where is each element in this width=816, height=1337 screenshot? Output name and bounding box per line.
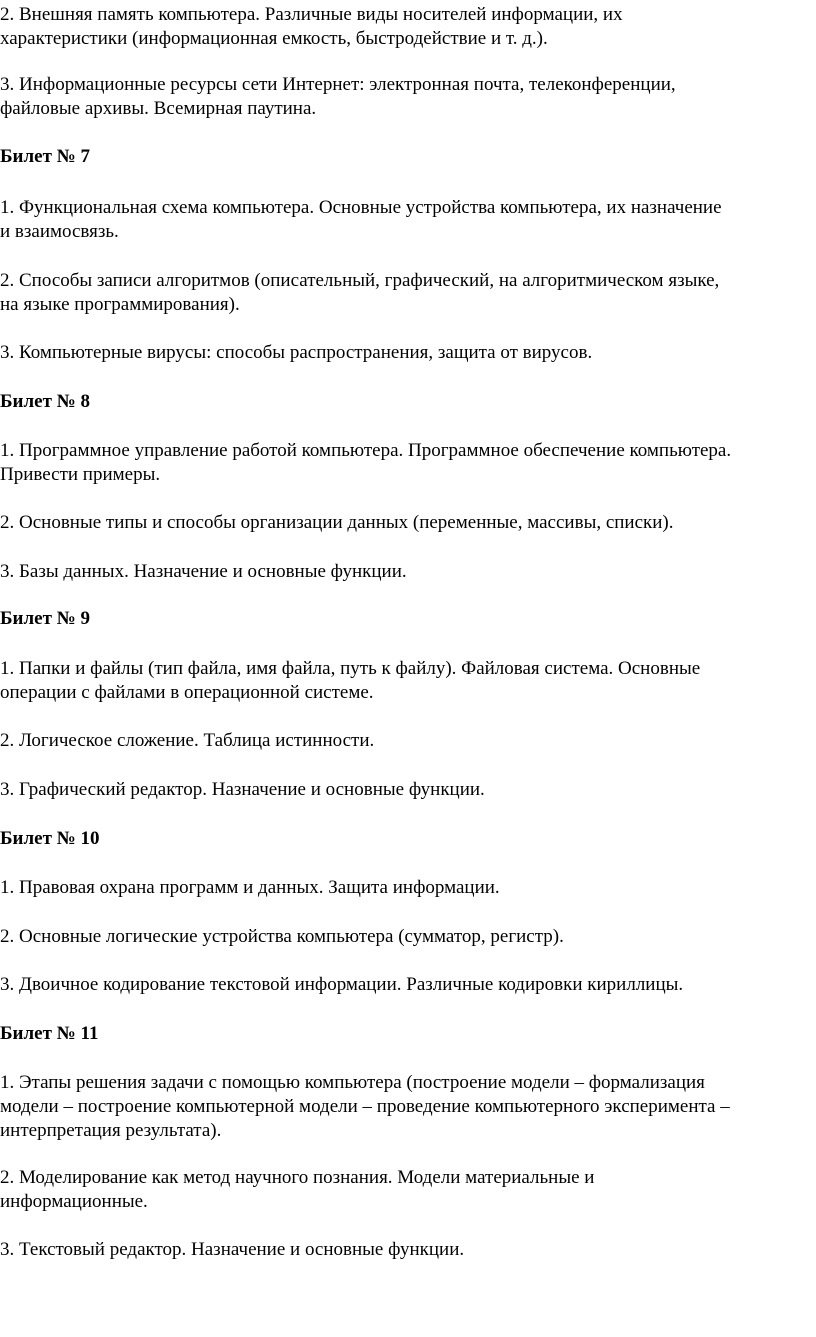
text-line: 2. Основные типы и способы организации данных (переменные, массивы, списки).: [0, 512, 674, 533]
text-line: файловые архивы. Всемирная паутина.: [0, 98, 317, 119]
paragraph: [0, 560, 812, 584]
paragraph: [0, 511, 812, 535]
paragraph: [0, 73, 812, 121]
paragraph: [0, 925, 812, 949]
text-line: 3. Компьютерные вирусы: способы распространения, защита от вирусов.: [0, 342, 593, 363]
text-line: 1. Программное управление работой компьютера. Программное обеспечение компьютера.: [0, 440, 732, 461]
paragraph: [0, 3, 812, 51]
ticket-heading: [0, 607, 812, 631]
text-line: 1. Функциональная схема компьютера. Основные устройства компьютера, их назначение: [0, 197, 722, 218]
paragraph: [0, 973, 812, 997]
text-line: характеристики (информационная емкость, быстродействие и т. д.).: [0, 28, 548, 49]
ticket-heading: [0, 827, 812, 851]
text-line: 2. Логическое сложение. Таблица истинности.: [0, 730, 375, 751]
paragraph: [0, 196, 812, 244]
paragraph: [0, 657, 812, 705]
text-line: 3. Базы данных. Назначение и основные функции.: [0, 561, 407, 582]
text-line: и взаимосвязь.: [0, 221, 119, 242]
text-line: 3. Графический редактор. Назначение и основные функции.: [0, 779, 485, 800]
text-line: модели – построение компьютерной модели – проведение компьютерного эксперимента –: [0, 1096, 730, 1117]
ticket-heading: [0, 390, 812, 414]
paragraph: [0, 729, 812, 753]
text-line: на языке программирования).: [0, 294, 240, 315]
text-line: интерпретация результата).: [0, 1120, 222, 1141]
text-line: 1. Папки и файлы (тип файла, имя файла, путь к файлу). Файловая система. Основные: [0, 658, 701, 679]
text-line: 1. Правовая охрана программ и данных. Защита информации.: [0, 877, 500, 898]
heading-text: Билет № 11: [0, 1023, 99, 1044]
text-line: 2. Моделирование как метод научного познания. Модели материальные и: [0, 1167, 595, 1188]
text-line: 3. Информационные ресурсы сети Интернет: электронная почта, телеконференции,: [0, 74, 676, 95]
ticket-heading: [0, 145, 812, 169]
paragraph: [0, 439, 812, 487]
heading-text: Билет № 10: [0, 828, 100, 849]
heading-text: Билет № 9: [0, 608, 91, 629]
paragraph: [0, 269, 812, 317]
text-line: Привести примеры.: [0, 464, 161, 485]
paragraph: [0, 1166, 812, 1214]
text-line: информационные.: [0, 1191, 148, 1212]
heading-text: Билет № 7: [0, 146, 91, 167]
text-line: 2. Основные логические устройства компьютера (сумматор, регистр).: [0, 926, 564, 947]
ticket-heading: [0, 1022, 812, 1046]
text-line: 3. Двоичное кодирование текстовой информации. Различные кодировки кириллицы.: [0, 974, 684, 995]
paragraph: [0, 1071, 812, 1143]
paragraph: [0, 1238, 812, 1262]
text-line: 3. Текстовый редактор. Назначение и основные функции.: [0, 1239, 465, 1260]
text-line: 2. Способы записи алгоритмов (описательный, графический, на алгоритмическом языке,: [0, 270, 720, 291]
paragraph: [0, 876, 812, 900]
text-line: 2. Внешняя память компьютера. Различные виды носителей информации, их: [0, 4, 623, 25]
paragraph: [0, 341, 812, 365]
text-line: операции с файлами в операционной системе.: [0, 682, 374, 703]
paragraph: [0, 778, 812, 802]
text-line: 1. Этапы решения задачи с помощью компьютера (построение модели – формализация: [0, 1072, 705, 1093]
heading-text: Билет № 8: [0, 391, 91, 412]
